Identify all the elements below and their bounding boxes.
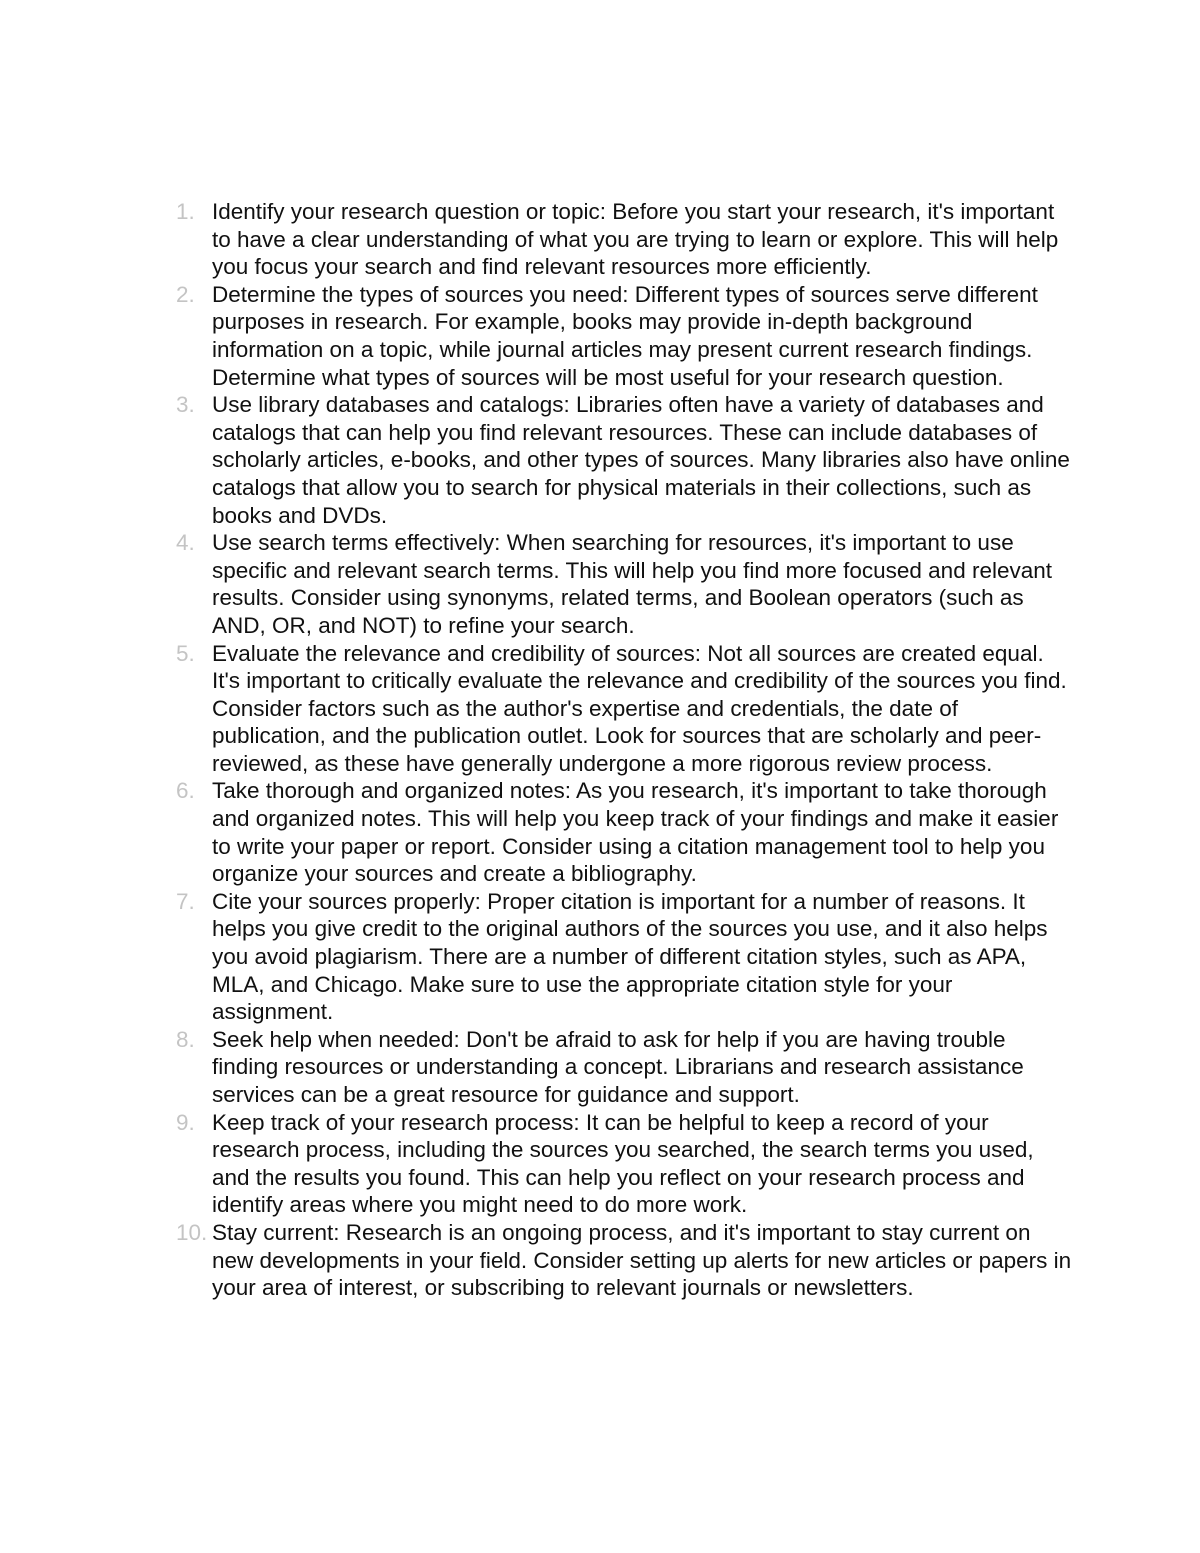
list-item-text: Take thorough and organized notes: As you research, it's important to take thorough and organized notes. This will help you keep track of your findings and make it easier to write your paper or report. Consider using a citation management tool to help you organize your sources and create a bibliography. [212, 778, 1059, 887]
research-tips-list [176, 198, 1076, 1302]
list-number: 4. [176, 530, 195, 556]
list-item [176, 281, 1076, 391]
list-number: 9. [176, 1109, 195, 1135]
list-item-text: Seek help when needed: Don't be afraid to ask for help if you are having trouble finding resources or understanding a concept. Librarians and research assistance services can be a great resource for guidance and support. [212, 1026, 1024, 1107]
list-item-text: Keep track of your research process: It can be helpful to keep a record of your research process, including the sources you searched, the search terms you used, and the results you found. This can help you reflect on your research process and identify areas where you might need to do more work. [212, 1109, 1034, 1218]
list-item-text: Determine the types of sources you need: Different types of sources serve different purposes in research. For example, books may provide in-depth background information on a topic, while journal articles may present current research findings. Determine what types of sources will be most useful for your research question. [212, 281, 1038, 390]
list-item [176, 1109, 1076, 1219]
list-number: 7. [176, 888, 195, 914]
list-item-text: Use library databases and catalogs: Libraries often have a variety of databases and catalogs that can help you find relevant resources. These can include databases of scholarly articles, e-books, and other types of sources. Many libraries also have online catalogs that allow you to search for physical materials in their collections, such as books and DVDs. [212, 392, 1070, 528]
list-item-text: Stay current: Research is an ongoing process, and it's important to stay current on new developments in your field. Consider setting up alerts for new articles or papers in your area of interest, or subscribing to relevant journals or newsletters. [212, 1219, 1072, 1301]
list-item [176, 888, 1076, 1026]
list-number: 2. [176, 281, 195, 307]
list-item [176, 529, 1076, 639]
list-number: 1. [176, 199, 195, 224]
list-item [176, 198, 1076, 281]
list-number: 3. [176, 392, 195, 418]
list-number: 5. [176, 640, 195, 666]
list-item [176, 1219, 1076, 1302]
list-item [176, 391, 1076, 529]
list-number: 6. [176, 778, 195, 804]
list-item [176, 1026, 1076, 1109]
list-item-text: Identify your research question or topic: Before you start your research, it's important to have a clear understanding of what you are trying to learn or explore. This will help you focus your search and find relevant resources more efficiently. [212, 199, 1059, 280]
list-number: 8. [176, 1026, 195, 1052]
list-number: 10. [176, 1219, 208, 1245]
list-item [176, 640, 1076, 778]
list-item-text: Cite your sources properly: Proper citation is important for a number of reasons. It helps you give credit to the original authors of the sources you use, and it also helps you avoid plagiarism. There are a number of different citation styles, such as APA, MLA, and Chicago. Make sure to use the appropriate citation style for your assignment. [212, 888, 1048, 1025]
list-item [176, 777, 1076, 887]
list-item-text: Use search terms effectively: When searching for resources, it's important to use specific and relevant search terms. This will help you find more focused and relevant results. Consider using synonyms, related terms, and Boolean operators (such as AND, OR, and NOT) to refine your search. [212, 530, 1053, 638]
list-item-text: Evaluate the relevance and credibility of sources: Not all sources are created equal. It's important to critically evaluate the relevance and credibility of the sources you find. Consider factors such as the author's expertise and credentials, the date of publication, and the publication outlet. Look for sources that are scholarly and peer-reviewed, as these have generally undergone a more rigorous review process. [212, 640, 1067, 776]
